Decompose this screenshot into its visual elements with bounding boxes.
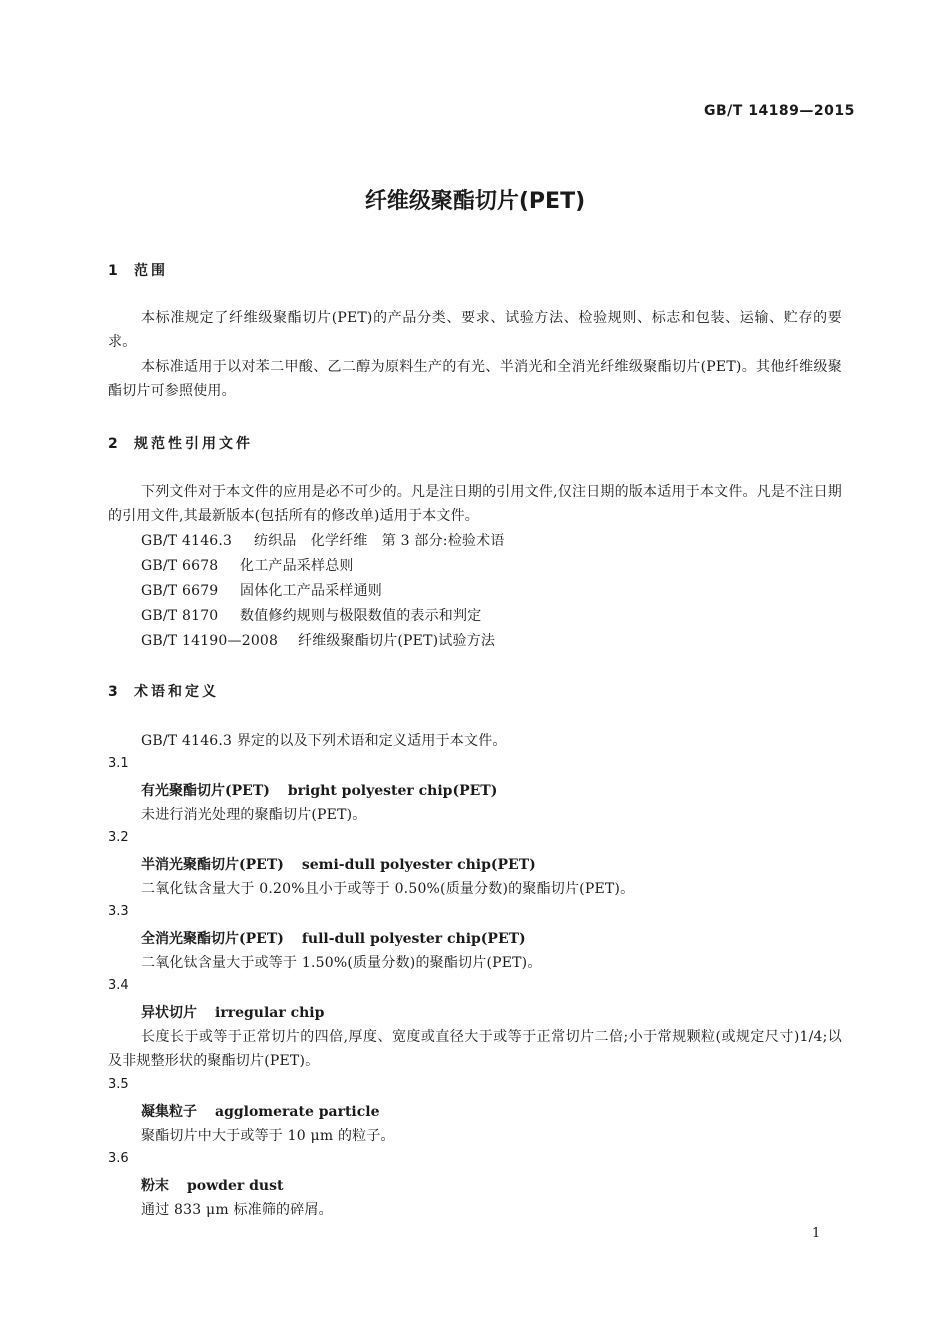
term-definition: 通过 833 μm 标准筛的碎屑。 [141,1202,333,1218]
term-chinese: 异状切片 [141,1005,197,1021]
section-2-heading [108,433,253,453]
term-chinese: 有光聚酯切片(PET) [141,783,270,799]
reference-item [141,630,495,650]
paragraph: GB/T 4146.3 界定的以及下列术语和定义适用于本文件。 [141,733,507,749]
term-chinese: 半消光聚酯切片(PET) [141,857,284,873]
paragraph: 本标准规定了纤维级聚酯切片(PET)的产品分类、要求、试验方法、检验规则、标志和包装、运输、贮存的要求。 [108,310,842,350]
term-definition: 长度长于或等于正常切片的四倍,厚度、宽度或直径大于或等于正常切片二倍;小于常规颗粒(或规定尺寸)1/4;以及非规整形状的聚酯切片(PET)。 [108,1029,842,1069]
section-number: 3 [108,684,118,700]
reference-name: 固体化工产品采样通则 [240,583,382,599]
term-chinese: 凝集粒子 [141,1104,197,1120]
section-number: 1 [108,263,118,279]
reference-name: 化工产品采样总则 [240,558,354,574]
term-number: 3.6 [108,1151,129,1166]
term-english: powder dust [187,1178,284,1194]
section-1-heading [108,260,168,280]
page-number: 1 [812,1226,821,1241]
term-number: 3.1 [108,756,129,771]
term-english: bright polyester chip(PET) [287,783,498,799]
term-english: agglomerate particle [215,1104,380,1120]
reference-item [141,605,481,625]
term-chinese: 全消光聚酯切片(PET) [141,931,284,947]
term-number: 3.3 [108,904,129,919]
term-definition: 二氧化钛含量大于 0.20%且小于或等于 0.50%(质量分数)的聚酯切片(PET)。 [141,881,635,897]
reference-code: GB/T 6679 [141,583,219,599]
standard-code-header: GB/T 14189—2015 [704,103,855,119]
reference-code: GB/T 8170 [141,608,219,624]
term-definition: 聚酯切片中大于或等于 10 μm 的粒子。 [141,1128,395,1144]
section-title: 术语和定义 [134,684,219,700]
term-chinese: 粉末 [141,1178,169,1194]
reference-name: 纤维级聚酯切片(PET)试验方法 [298,633,496,649]
term-heading [141,1175,283,1195]
term-number: 3.4 [108,978,129,993]
section-3-heading [108,681,219,701]
reference-code: GB/T 6678 [141,558,219,574]
reference-name: 数值修约规则与极限数值的表示和判定 [240,608,482,624]
term-definition: 二氧化钛含量大于或等于 1.50%(质量分数)的聚酯切片(PET)。 [141,955,542,971]
term-english: irregular chip [215,1005,325,1021]
section-number: 2 [108,436,118,452]
document-title: 纤维级聚酯切片(PET) [364,189,586,214]
term-english: semi-dull polyester chip(PET) [301,857,536,873]
term-definition: 未进行消光处理的聚酯切片(PET)。 [141,807,367,823]
term-heading [141,928,526,948]
reference-item [141,555,354,575]
paragraph: 本标准适用于以对苯二甲酸、乙二醇为原料生产的有光、半消光和全消光纤维级聚酯切片(PET)。其他纤维级聚酯切片可参照使用。 [108,359,842,399]
section-title: 规范性引用文件 [134,436,253,452]
term-english: full-dull polyester chip(PET) [301,931,526,947]
section-title: 范围 [134,263,168,279]
reference-name: 纺织品 化学纤维 第 3 部分:检验术语 [254,533,505,549]
term-number: 3.2 [108,830,129,845]
paragraph: 下列文件对于本文件的应用是必不可少的。凡是注日期的引用文件,仅注日期的版本适用于本文件。凡是不注日期的引用文件,其最新版本(包括所有的修改单)适用于本文件。 [108,484,842,524]
term-heading [141,854,536,874]
reference-item [141,580,382,600]
reference-code: GB/T 4146.3 [141,533,233,549]
term-heading [141,1101,380,1121]
reference-code: GB/T 14190—2008 [141,633,279,649]
term-heading [141,780,497,800]
reference-item [141,530,505,550]
term-heading [141,1002,324,1022]
term-number: 3.5 [108,1077,129,1092]
